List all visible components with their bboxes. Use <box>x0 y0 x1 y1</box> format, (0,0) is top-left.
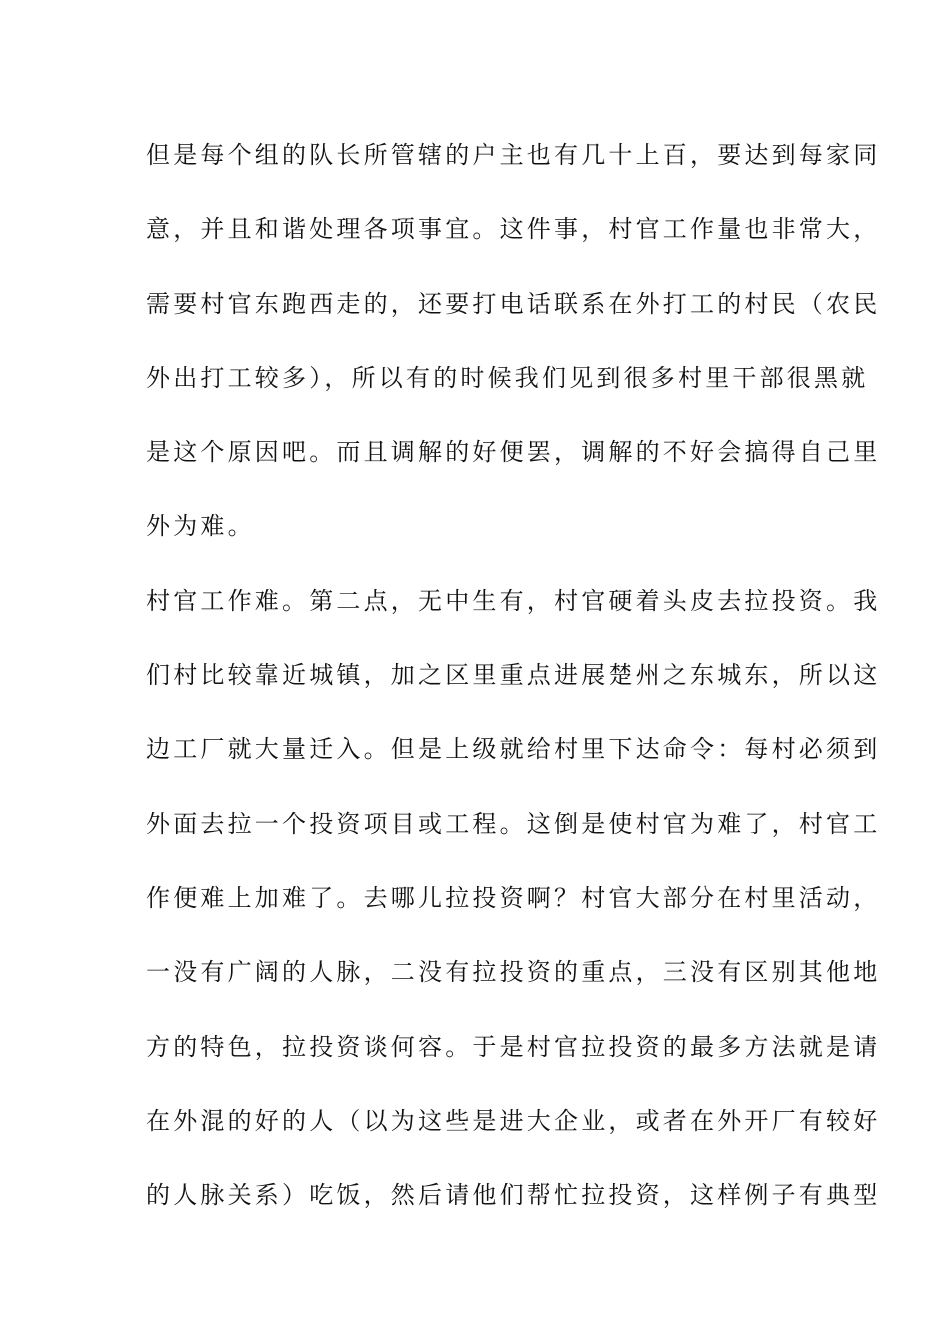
text-line: 作便难上加难了。去哪儿拉投资啊？村官大部分在村里活动， <box>146 883 881 912</box>
text-line: 外面去拉一个投资项目或工程。这倒是使村官为难了，村官工 <box>146 809 881 838</box>
text-line: 的人脉关系）吃饭，然后请他们帮忙拉投资，这样例子有典型 <box>146 1181 881 1210</box>
text-line: 是这个原因吧。而且调解的好便罢，调解的不好会搞得自己里 <box>146 438 881 467</box>
text-line: 方的特色，拉投资谈何容。于是村官拉投资的最多方法就是请 <box>146 1032 881 1061</box>
text-line: 一没有广阔的人脉，二没有拉投资的重点，三没有区别其他地 <box>146 958 881 987</box>
text-line: 但是每个组的队长所管辖的户主也有几十上百，要达到每家同 <box>146 141 881 169</box>
text-line: 在外混的好的人（以为这些是进大企业，或者在外开厂有较好 <box>146 1106 881 1135</box>
body-text <box>146 128 881 1242</box>
text-line: 村官工作难。第二点，无中生有，村官硬着头皮去拉投资。我 <box>146 586 881 615</box>
text-line: 们村比较靠近城镇，加之区里重点进展楚州之东城东，所以这 <box>146 661 881 690</box>
text-line: 需要村官东跑西走的，还要打电话联系在外打工的村民（农民 <box>146 289 881 318</box>
text-line: 外为难。 <box>146 512 255 541</box>
text-line: 外出打工较多），所以有的时候我们见到很多村里干部很黑就 <box>146 363 869 392</box>
text-line: 边工厂就大量迁入。但是上级就给村里下达命令：每村必须到 <box>146 735 881 764</box>
text-line: 意，并且和谐处理各项事宜。这件事，村官工作量也非常大， <box>146 215 881 244</box>
